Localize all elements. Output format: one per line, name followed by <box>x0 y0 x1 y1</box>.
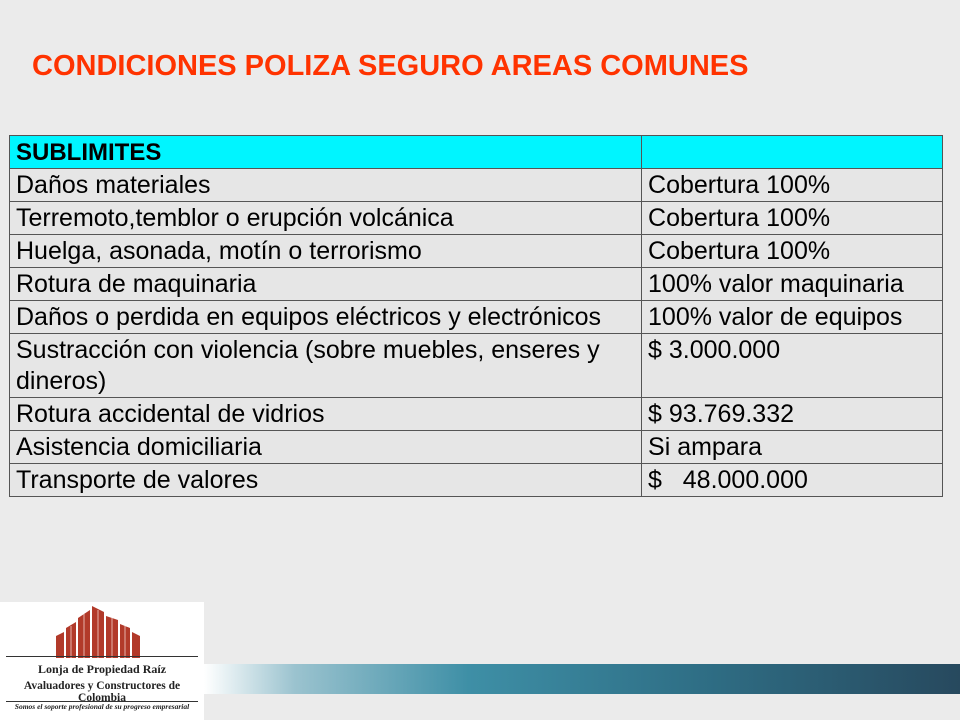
row-value: Si ampara <box>642 431 943 464</box>
table-row <box>10 464 943 497</box>
logo-line-2: Avaluadores y Constructores de Colombia <box>23 680 181 704</box>
row-value: 100% valor de equipos <box>642 301 943 334</box>
table-row <box>10 398 943 431</box>
page-title: CONDICIONES POLIZA SEGURO AREAS COMUNES <box>32 50 749 82</box>
header-cell-sublimites: SUBLIMITES <box>10 136 642 169</box>
row-value: $ 93.769.332 <box>642 398 943 431</box>
row-label: Rotura de maquinaria <box>10 268 642 301</box>
company-logo <box>0 602 204 720</box>
row-label: Daños o perdida en equipos eléctricos y electrónicos <box>10 301 642 334</box>
table-row <box>10 169 943 202</box>
row-value: 100% valor maquinaria <box>642 268 943 301</box>
row-value: Cobertura 100% <box>642 169 943 202</box>
building-logo-icon <box>0 602 204 658</box>
row-label: Huelga, asonada, motín o terrorismo <box>10 235 642 268</box>
row-value: Cobertura 100% <box>642 202 943 235</box>
table-row <box>10 301 943 334</box>
row-label: Asistencia domiciliaria <box>10 431 642 464</box>
table-row <box>10 268 943 301</box>
footer-gradient-bar <box>204 664 960 694</box>
row-label: Daños materiales <box>10 169 642 202</box>
sublimits-table <box>9 135 943 497</box>
row-label: Terremoto,temblor o erupción volcánica <box>10 202 642 235</box>
row-value: Cobertura 100% <box>642 235 943 268</box>
logo-line-1: Lonja de Propiedad Raíz <box>37 662 167 676</box>
sublimits-table-container <box>9 135 943 497</box>
table-header-row <box>10 136 943 169</box>
row-value: $ 48.000.000 <box>642 464 943 497</box>
table-row <box>10 431 943 464</box>
row-label: Transporte de valores <box>10 464 642 497</box>
table-row <box>10 202 943 235</box>
logo-tagline: Somos el soporte profesional de su progreso empresarial <box>14 702 190 711</box>
row-label: Sustracción con violencia (sobre muebles, enseres y dineros) <box>10 334 642 398</box>
table-row <box>10 334 943 398</box>
row-label: Rotura accidental de vidrios <box>10 398 642 431</box>
header-cell-empty <box>642 136 943 169</box>
table-row <box>10 235 943 268</box>
row-value: $ 3.000.000 <box>642 334 943 398</box>
